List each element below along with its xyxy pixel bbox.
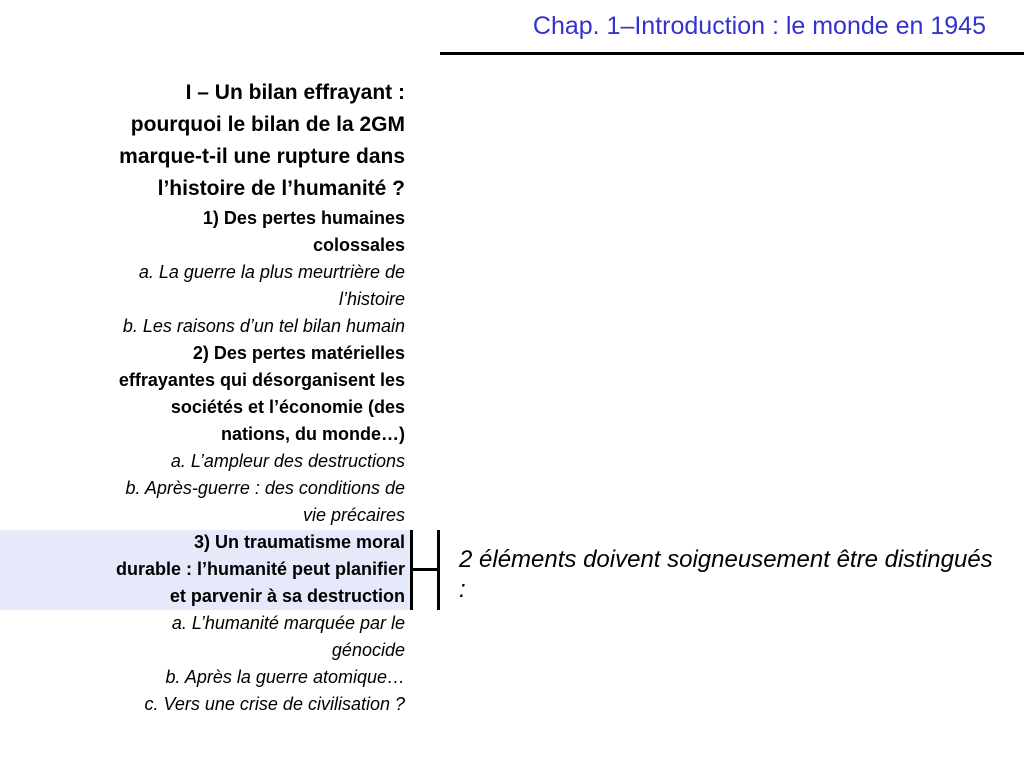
section-title-line: nations, du monde…)	[221, 424, 405, 444]
section-title-line: et parvenir à sa destruction	[169, 586, 405, 606]
bracket-right-bar	[437, 530, 440, 610]
section-title-line: effrayantes qui désorganisent les	[118, 370, 405, 390]
section-1-item-a	[0, 259, 405, 313]
item-line: génocide	[331, 640, 405, 660]
item-line: b. Après-guerre : des conditions de	[125, 478, 405, 498]
section-2-item-a	[0, 448, 405, 475]
section-title-line: 1) Des pertes humaines	[202, 208, 405, 228]
section-1-title	[0, 205, 405, 259]
callout-text: 2 éléments doivent soigneusement être distingués :	[459, 546, 993, 603]
item-line: a. La guerre la plus meurtrière de	[138, 262, 405, 282]
section-2-item-b	[0, 475, 405, 529]
section-3-title	[0, 529, 405, 610]
item-line: b. Les raisons d’un tel bilan humain	[122, 316, 405, 336]
item-line: c. Vers une crise de civilisation ?	[144, 694, 405, 714]
section-3-item-a	[0, 610, 405, 664]
section-3-item-b	[0, 664, 405, 691]
item-line: b. Après la guerre atomique…	[165, 667, 405, 687]
item-line: l’histoire	[338, 289, 405, 309]
slide-title: Chap. 1–Introduction : le monde en 1945	[532, 12, 986, 40]
section-1-item-b	[0, 313, 405, 340]
item-line: vie précaires	[302, 505, 405, 525]
item-line: a. L’ampleur des destructions	[170, 451, 405, 471]
bracket-crossbar	[410, 568, 439, 571]
title-underline	[440, 52, 1024, 55]
section-title-line: sociétés et l’économie (des	[170, 397, 405, 417]
section-title-line: 3) Un traumatisme moral	[193, 532, 405, 552]
main-heading-line: marque-t-il une rupture dans	[119, 145, 405, 168]
main-heading-line: pourquoi le bilan de la 2GM	[130, 113, 405, 136]
main-heading	[0, 77, 405, 205]
section-title-line: durable : l’humanité peut planifier	[115, 559, 405, 579]
item-line: a. L’humanité marquée par le	[171, 613, 405, 633]
section-2-title	[0, 340, 405, 448]
section-title-line: 2) Des pertes matérielles	[192, 343, 405, 363]
bracket-connector	[410, 530, 442, 610]
outline	[0, 77, 405, 718]
section-title-line: colossales	[312, 235, 405, 255]
section-3-item-c	[0, 691, 405, 718]
main-heading-line: l’histoire de l’humanité ?	[157, 177, 405, 200]
main-heading-line: I – Un bilan effrayant :	[185, 81, 405, 104]
